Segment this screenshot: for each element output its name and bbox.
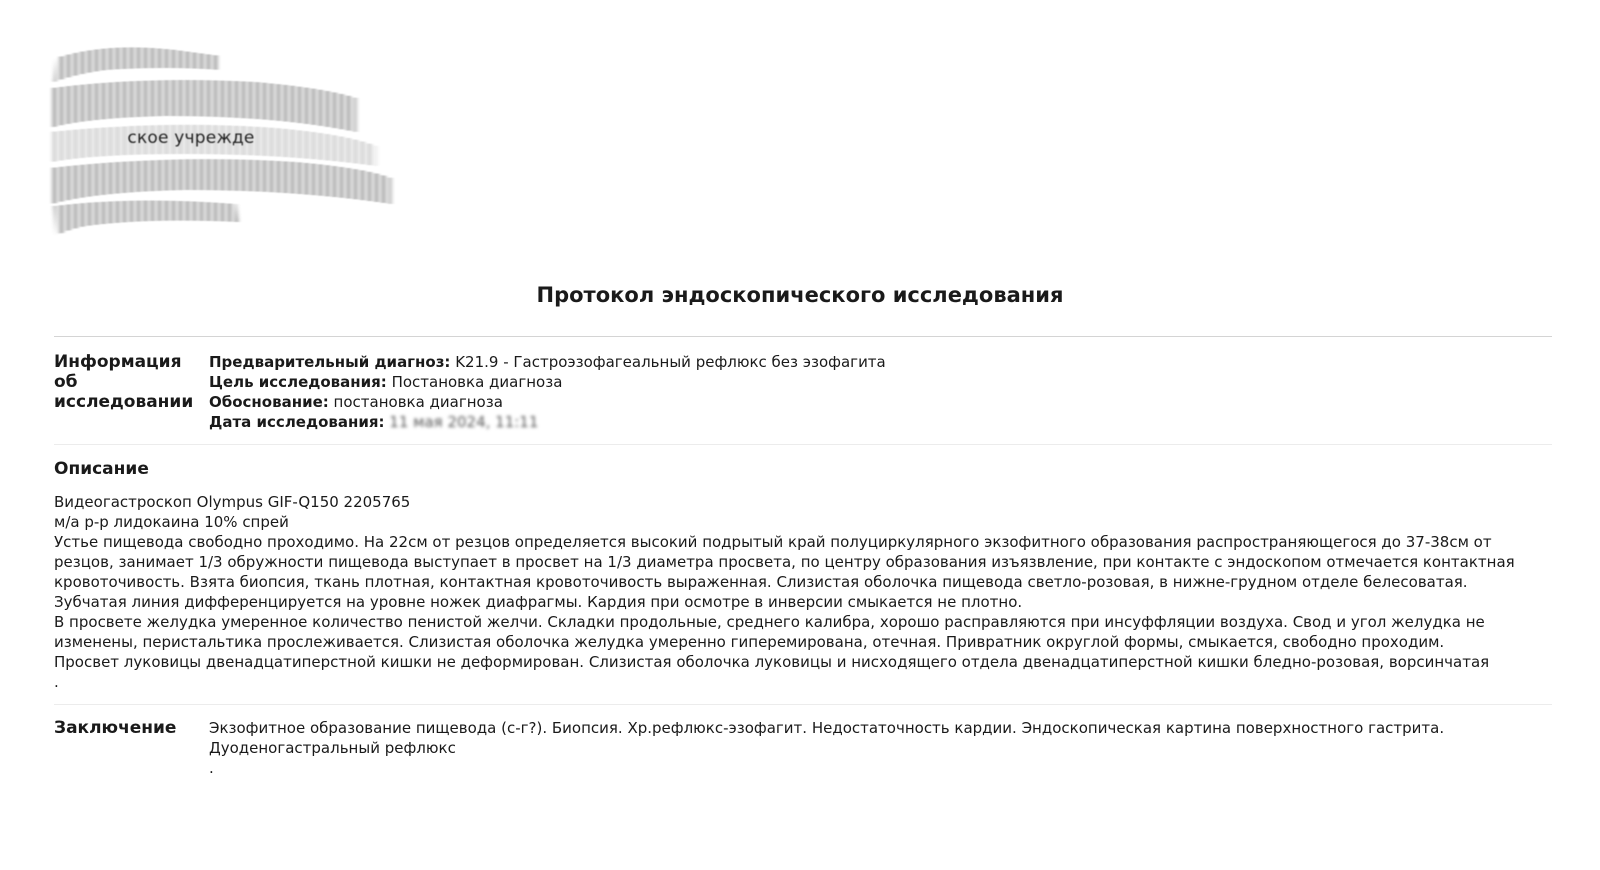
info-key: Дата исследования:	[209, 413, 385, 431]
info-value: K21.9 - Гастроэзофагеальный рефлюкс без эзофагита	[455, 353, 886, 371]
description-line: Устье пищевода свободно проходимо. На 22см от резцов определяется высокий подрытый край полуциркулярного экзофитного образования распространяющегося до 37-38см от резцов, занимает 1/3 обружности пищевода выступает в просвет на 1/3 диаметра просвета, по центру образования изъязвление, при контакте с эндоскопом отмечается контактная кровоточивость. Взята биопсия, ткань плотная, контактная кровоточивость выраженная. Слизистая оболочка пищевода светло-розовая, в нижне-грудном отделе белесоватая.	[54, 533, 1515, 591]
info-value: постановка диагноза	[333, 393, 503, 411]
conclusion-section-label: Заключение	[54, 718, 177, 738]
info-row-date	[209, 412, 1509, 432]
description-line: Видеогастроскоп Olympus GIF-Q150 2205765	[54, 493, 411, 511]
divider	[54, 336, 1552, 337]
info-value-redacted-date: 11 мая 2024, 11:11	[389, 413, 539, 431]
description-line: м/а р-р лидокаина 10% спрей	[54, 513, 289, 531]
stamp-text: ское учрежде	[127, 128, 255, 148]
conclusion-body	[209, 718, 1549, 778]
conclusion-line: .	[209, 759, 214, 777]
description-section-label: Описание	[54, 459, 149, 479]
info-row-justification	[209, 392, 1509, 412]
divider	[54, 444, 1552, 445]
info-value: Постановка диагноза	[391, 373, 563, 391]
info-row-purpose	[209, 372, 1509, 392]
document-title: Протокол эндоскопического исследования	[536, 283, 1064, 307]
info-key: Предварительный диагноз:	[209, 353, 451, 371]
info-list	[209, 352, 1509, 432]
info-section-label: Информация об исследовании	[54, 352, 194, 412]
description-line: В просвете желудка умеренное количество пенистой желчи. Складки продольные, среднего калибра, хорошо расправляются при инсуффляции воздуха. Свод и угол желудка не изменены, перистальтика прослеживается. Слизистая оболочка желудка умеренно гиперемирована, отечная. Привратник округлой формы, смыкается, свободно проходим.	[54, 613, 1485, 651]
description-body	[54, 492, 1554, 692]
info-row-diagnosis	[209, 352, 1509, 372]
organization-stamp	[46, 36, 396, 246]
description-line: Просвет луковицы двенадцатиперстной кишки не деформирован. Слизистая оболочка луковицы и нисходящего отдела двенадцатиперстной кишки бледно-розовая, ворсинчатая	[54, 653, 1490, 671]
divider	[54, 704, 1552, 705]
description-line: .	[54, 673, 59, 691]
conclusion-line: Экзофитное образование пищевода (с-г?). Биопсия. Хр.рефлюкс-эзофагит. Недостаточность кардии. Эндоскопическая картина поверхностного гастрита. Дуоденогастральный рефлюкс	[209, 719, 1445, 757]
info-key: Обоснование:	[209, 393, 329, 411]
info-key: Цель исследования:	[209, 373, 387, 391]
description-line: Зубчатая линия дифференцируется на уровне ножек диафрагмы. Кардия при осмотре в инверсии смыкается не плотно.	[54, 593, 1023, 611]
